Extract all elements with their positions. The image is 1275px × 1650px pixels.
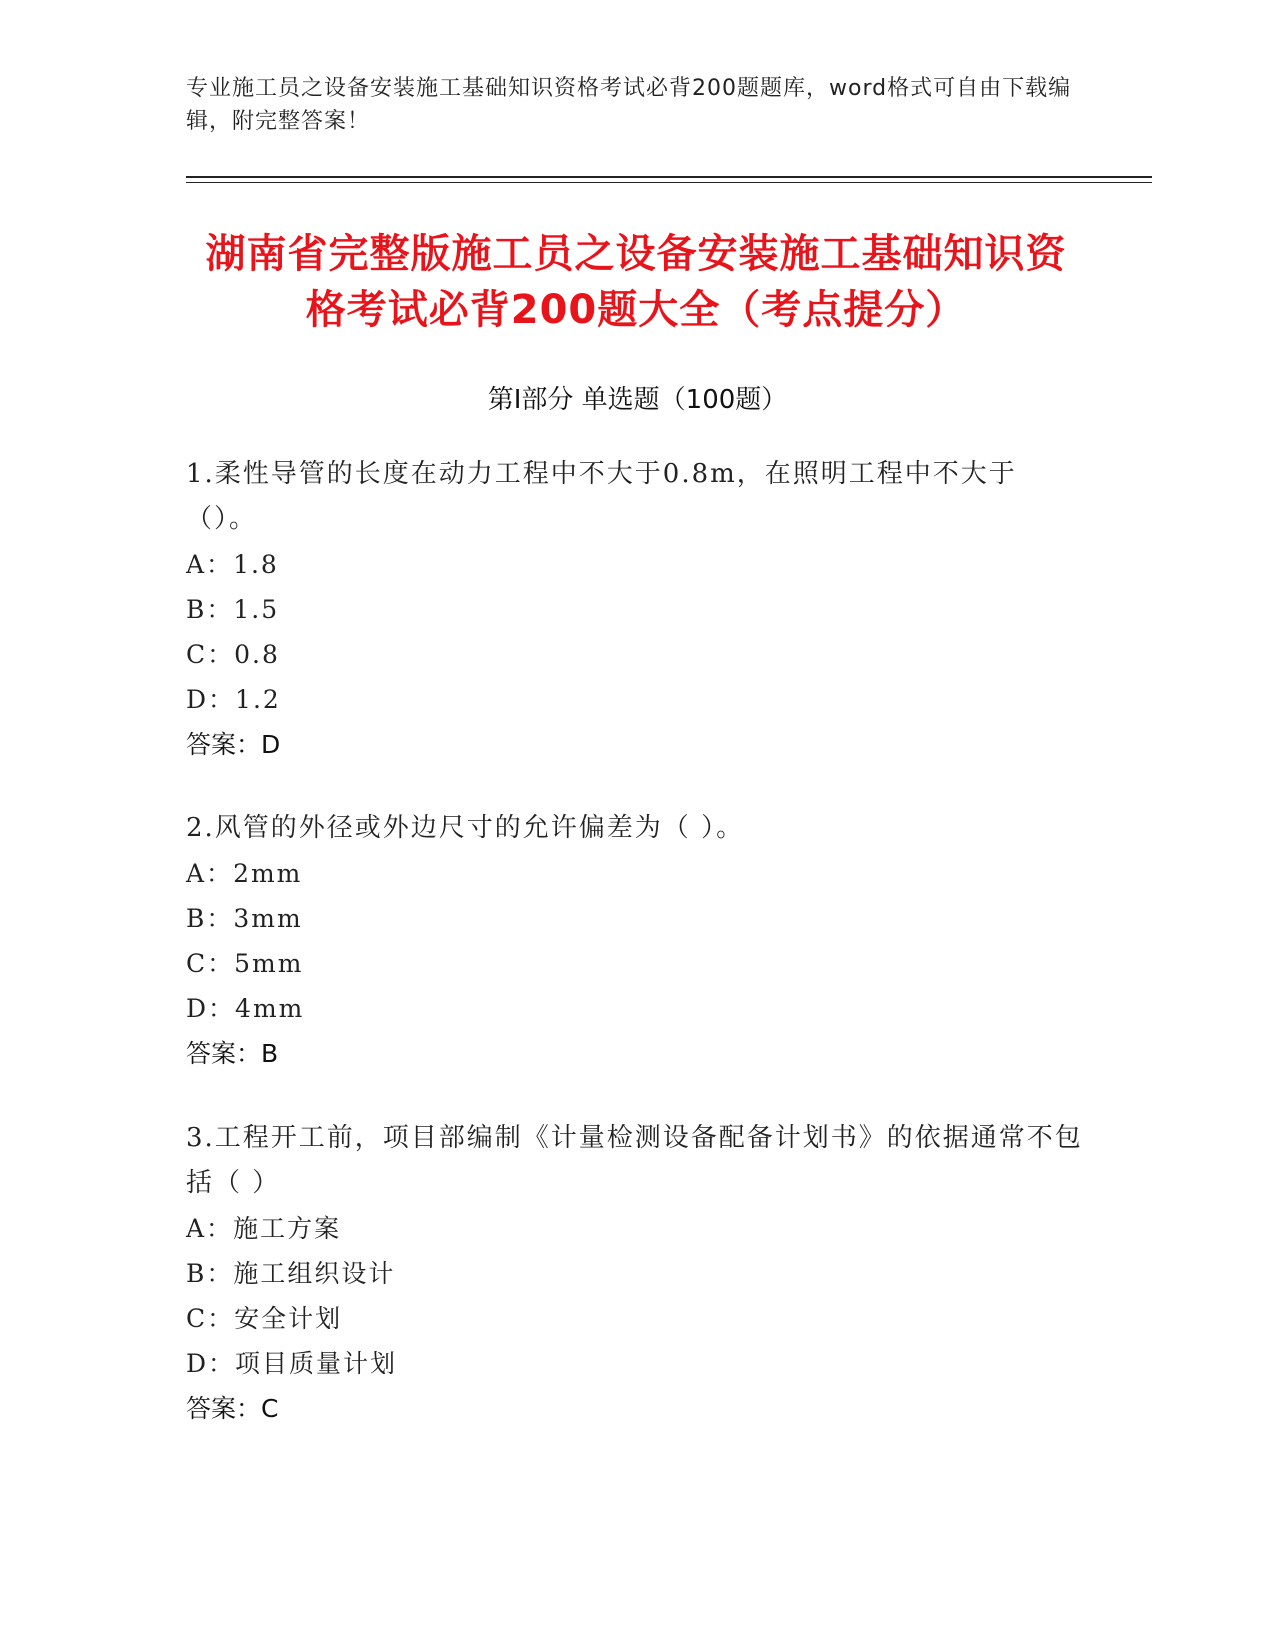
header-rule-thick	[186, 176, 1152, 178]
option-value: 项目质量计划	[235, 1349, 398, 1378]
section-title: 第I部分 单选题（100题）	[487, 385, 788, 415]
option-value: 安全计划	[234, 1304, 343, 1333]
header-rule-thin	[186, 182, 1152, 183]
option-value: 3mm	[233, 904, 303, 933]
answer-label: 答案：D	[186, 730, 281, 759]
option-a	[186, 851, 1086, 896]
question-1	[186, 452, 1086, 767]
option-key: D：	[186, 1349, 236, 1378]
question-2	[186, 806, 1086, 1076]
option-c	[186, 1296, 1086, 1341]
option-key: C：	[186, 1304, 235, 1333]
option-key: B：	[186, 1259, 234, 1288]
question-text: 3.工程开工前，项目部编制《计量检测设备配备计划书》的依据通常不包括（ ）	[186, 1123, 1083, 1198]
option-a	[186, 542, 1086, 587]
option-value: 1.5	[233, 595, 280, 624]
option-key: B：	[186, 595, 234, 624]
option-key: A：	[186, 550, 234, 579]
option-key: A：	[186, 1214, 234, 1243]
answer-label: 答案：C	[186, 1394, 279, 1423]
option-key: C：	[186, 949, 235, 978]
option-a	[186, 1206, 1086, 1251]
option-b	[186, 587, 1086, 632]
option-d	[186, 986, 1086, 1031]
option-key: D：	[186, 685, 236, 714]
option-d	[186, 677, 1086, 722]
option-value: 0.8	[234, 640, 280, 669]
option-value: 1.8	[233, 550, 279, 579]
question-3	[186, 1116, 1086, 1431]
option-c	[186, 632, 1086, 677]
answer-label: 答案：B	[186, 1039, 279, 1068]
option-key: C：	[186, 640, 235, 669]
option-key: A：	[186, 859, 234, 888]
option-key: B：	[186, 904, 234, 933]
option-value: 1.2	[235, 685, 281, 714]
header-note: 专业施工员之设备安装施工基础知识资格考试必背200题题库，word格式可自由下载编辑，附完整答案！	[186, 76, 1072, 134]
option-key: D：	[186, 994, 236, 1023]
option-value: 2mm	[233, 859, 303, 888]
option-d	[186, 1341, 1086, 1386]
option-b	[186, 896, 1086, 941]
question-text: 2.风管的外径或外边尺寸的允许偏差为（ ）。	[186, 813, 745, 843]
option-value: 施工组织设计	[233, 1259, 396, 1288]
question-text: 1.柔性导管的长度在动力工程中不大于0.8m，在照明工程中不大于（）。	[186, 459, 1017, 534]
option-b	[186, 1251, 1086, 1296]
option-value: 施工方案	[233, 1214, 342, 1243]
document-title: 湖南省完整版施工员之设备安装施工基础知识资格考试必背200题大全（考点提分）	[205, 231, 1067, 333]
option-value: 5mm	[234, 949, 304, 978]
option-c	[186, 941, 1086, 986]
option-value: 4mm	[235, 994, 305, 1023]
